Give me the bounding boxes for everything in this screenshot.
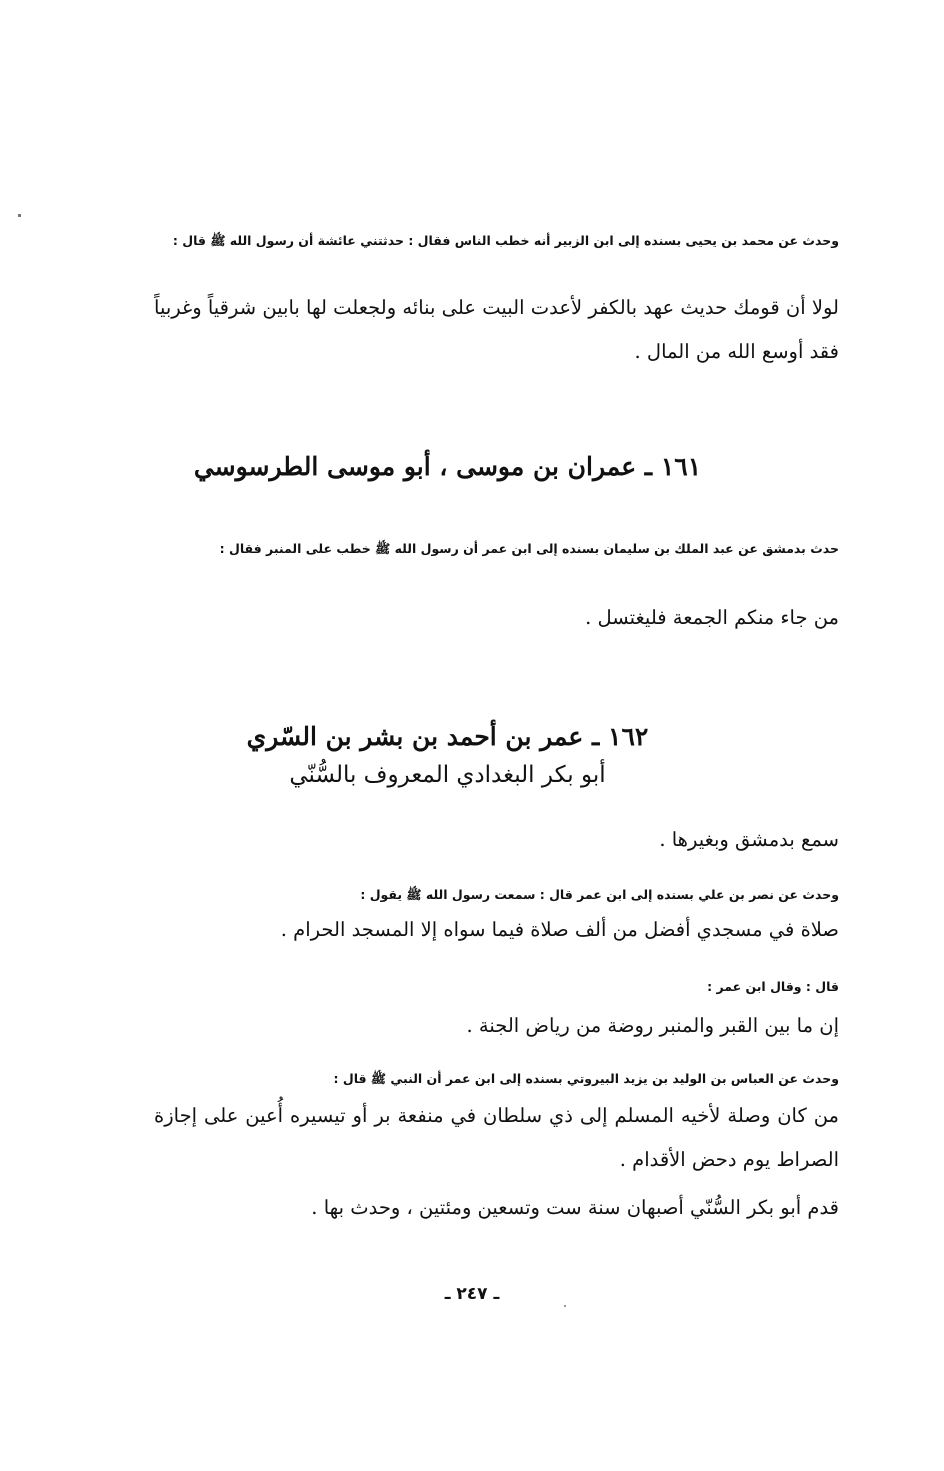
section-162-intro-2: قال : وقال ابن عمر :	[707, 979, 839, 994]
section-162-closing: قدم أبو بكر السُّنّي أصبهان سنة ست وتسعين ومئتين ، وحدث بها .	[311, 1196, 839, 1219]
section-161-intro: حدث بدمشق عن عبد الملك بن سليمان بسنده إلى ابن عمر أن رسول الله ﷺ خطب على المنبر فقال :	[219, 541, 839, 556]
section-162-hadith-3: من كان وصلة لأخيه المسلم إلى ذي سلطان في منفعة بر أو تيسيره أُعين على إجازة الصراط يوم دحض الأقدام .	[154, 1104, 839, 1171]
section-161-hadith: من جاء منكم الجمعة فليغتسل .	[585, 606, 839, 629]
section-162-hadith-1: صلاة في مسجدي أفضل من ألف صلاة فيما سواه إلا المسجد الحرام .	[280, 918, 839, 941]
section-162-hadith-2: إن ما بين القبر والمنبر روضة من رياض الجنة .	[466, 1014, 839, 1037]
section-160-intro: وحدث عن محمد بن يحيى بسنده إلى ابن الزبير أنه خطب الناس فقال : حدثتني عائشة أن رسول الله ﷺ قال :	[172, 233, 839, 248]
scan-speck	[564, 1305, 566, 1307]
section-162-note: سمع بدمشق وبغيرها .	[659, 828, 839, 851]
scan-margin-mark	[18, 214, 21, 217]
section-162-subheading: أبو بكر البغدادي المعروف بالسُّنّي	[289, 762, 606, 788]
section-162-intro-3: وحدث عن العباس بن الوليد بن يزيد البيروتي بسنده إلى ابن عمر أن النبي ﷺ قال :	[333, 1071, 839, 1086]
section-161-heading: ١٦١ ـ عمران بن موسى ، أبو موسى الطرسوسي	[193, 452, 702, 481]
section-162-intro-1: وحدث عن نصر بن علي بسنده إلى ابن عمر قال : سمعت رسول الله ﷺ يقول :	[360, 887, 839, 902]
page-number: ـ ٢٤٧ ـ	[444, 1284, 500, 1304]
section-160-hadith: لولا أن قومك حديث عهد بالكفر لأعدت البيت على بنائه ولجعلت لها بابين شرقياً وغربياً فقد أوسع الله من المال .	[154, 296, 839, 363]
section-162-heading: ١٦٢ ـ عمر بن أحمد بن بشر بن السّري	[246, 722, 649, 751]
